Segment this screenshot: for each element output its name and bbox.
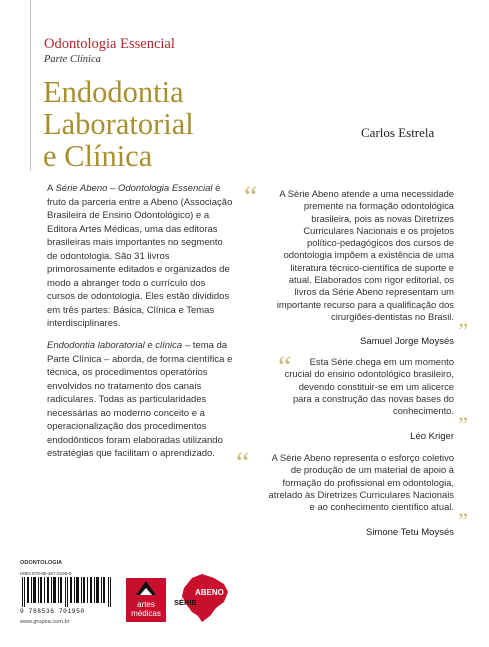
quote-text <box>244 356 454 417</box>
left-vertical-rule <box>30 0 31 170</box>
publisher-logo-line-1: artes <box>137 600 155 609</box>
close-quote-icon: ” <box>458 412 468 437</box>
book-title <box>43 76 293 172</box>
serie-logo-abeno: ABENO <box>195 588 224 597</box>
quote-line: para a construção das novas bases do <box>292 392 454 404</box>
quote-line: literatura técnico-científica de suporte e <box>290 261 454 273</box>
barcode-number: 9 788536 701950 <box>20 608 85 615</box>
blurb-p1-rest: é fruto da parceria entre a Abeno (Associação Brasileira de Ensino Odontológico) e a Editora Artes Médicas, uma das editoras brasileiras mais importantes no segmento de odontologia. São 31 livros primorosamente editados e organizados de modo a abranger todo o currículo dos cursos de odontologia. Eles estão divididos em três partes: Básica, Clínica e Temas interdisciplinares. <box>47 183 233 330</box>
quote-line: e ao conhecimento científico atual. <box>309 501 454 513</box>
quote-line: político-pedagógicos dos cursos de <box>307 237 454 249</box>
quote-author: Léo Kriger <box>410 431 454 442</box>
quote-line: brasileira, pois as novas Diretrizes <box>311 212 454 224</box>
quote-block-1 <box>244 180 468 347</box>
quote-line: atrelado às Diretrizes Curriculares Nacionais <box>268 488 454 500</box>
title-line: Laboratorial <box>43 107 194 141</box>
quote-author: Samuel Jorge Moysés <box>360 336 454 347</box>
blurb-p1-italic: Série Abeno – Odontologia Essencial <box>55 183 213 194</box>
quote-line: A Série Abeno representa o esforço coletivo <box>271 452 454 463</box>
quote-line: conhecimento. <box>393 405 454 417</box>
publisher-logo-line-2: médicas <box>131 609 161 618</box>
quote-line: atual. Elaborados com rigor editorial, os <box>288 274 454 286</box>
book-author: Carlos Estrela <box>361 125 435 140</box>
artes-medicas-logo-icon <box>126 578 166 622</box>
blurb-p2-italic: Endodontia laboratorial e clínica <box>47 340 183 352</box>
close-quote-icon: ” <box>458 508 468 533</box>
close-quote-icon: ” <box>458 318 468 343</box>
blurb-paragraph-1 <box>47 182 235 331</box>
open-quote-icon: “ <box>278 350 292 383</box>
publisher-url: www.grupoa.com.br <box>20 619 70 625</box>
quote-block-2 <box>244 350 468 442</box>
quote-line: de produção de um material de apoio à <box>290 464 454 476</box>
quote-line: formação do profissional em odontologia, <box>282 476 454 488</box>
quote-block-3 <box>236 446 468 538</box>
quote-line: Esta Série chega em um momento <box>309 356 454 367</box>
serie-logo-serie: SÉRIE <box>174 598 197 607</box>
quote-line: importante recurso para a qualificação dos <box>276 298 454 310</box>
quote-text <box>244 452 454 513</box>
quote-line: livros da Série Abeno representam um <box>294 286 454 298</box>
blurb-p2-rest: – tema da Parte Clínica – aborda, de forma científica e técnica, os procedimentos operatórios envolvidos no tratamento dos canais radiculares. Todas as particularidades necessárias ao moderno conceito e a operacionalização dos procedimentos endodônticos foram elaboradas utilizando estratégias que facilitam o aprendizado. <box>47 340 233 460</box>
series-part: Parte Clínica <box>44 54 101 65</box>
isbn-text: ISBN 978-85-367-0195-0 <box>20 571 72 576</box>
title-line: e Clínica <box>43 139 153 173</box>
serie-abeno-logo-icon <box>172 572 232 624</box>
quote-line: Curriculares Nacionais e os projetos <box>303 224 454 236</box>
category-label: ODONTOLOGIA <box>20 560 63 566</box>
blurb-text <box>47 182 235 469</box>
quote-author: Simone Tetu Moysés <box>365 527 454 538</box>
open-quote-icon: “ <box>236 446 250 479</box>
title-line: Endodontia <box>43 75 184 109</box>
barcode-icon <box>20 577 116 607</box>
quote-line: odontologia impõem a existência de uma <box>283 249 454 261</box>
quote-line: A Série Abeno atende a uma necessidade <box>279 188 454 199</box>
series-name: Odontologia Essencial <box>44 36 175 52</box>
quote-line: devendo constituir-se em um alicerce <box>298 380 454 392</box>
quote-text <box>244 188 454 323</box>
quote-line: crucial do ensino odontológico brasileiro, <box>284 368 454 380</box>
quote-line: premente na formação odontológica <box>303 200 454 212</box>
open-quote-icon: “ <box>244 180 258 213</box>
blurb-paragraph-2 <box>47 339 235 461</box>
blurb-p1-prefix: A <box>47 183 56 194</box>
quote-line: cirurgiões-dentistas no Brasil. <box>331 310 454 322</box>
